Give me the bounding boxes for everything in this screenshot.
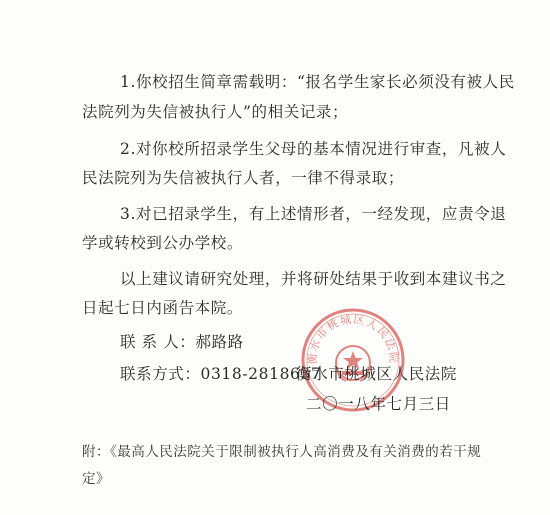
paragraph-4-line-2: 日起七日内函告本院。 [82,299,244,317]
contact-person: 联 系 人：郝路路 [120,333,244,351]
signature-organization: 衡水市桃城区人民法院 [296,365,458,383]
paragraph-3-line-2: 学或转校到公办学校。 [82,234,244,252]
paragraph-2-line-2: 民法院列为失信被执行人者，一律不得录取； [82,169,405,187]
paragraph-1-line-2: 法院列为失信被执行人”的相关记录； [82,103,349,121]
paragraph-2-line-1: 2.对你校所招录学生父母的基本情况进行审查，凡被人 [120,140,507,158]
paragraph-3-line-1: 3.对已招录学生，有上述情形者，一经发现，应责令退 [120,205,507,223]
signature-date: 二〇一八年七月三日 [306,395,451,413]
attachment-line-2: 定》 [82,471,110,487]
seal-ring-text: 衡水市桃城区人民法院 [305,312,401,365]
paragraph-4-line-1: 以上建议请研究处理，并将研处结果于收到本建议书之 [120,270,507,288]
paragraph-1-line-1: 1.你校招生简章需载明：“报名学生家长必须没有被人民 [120,73,515,91]
contact-phone: 联系方式：0318-2818637 [120,365,322,383]
attachment-line-1: 附：《最高人民法院关于限制被执行人高消费及有关消费的若干规 [82,444,482,460]
